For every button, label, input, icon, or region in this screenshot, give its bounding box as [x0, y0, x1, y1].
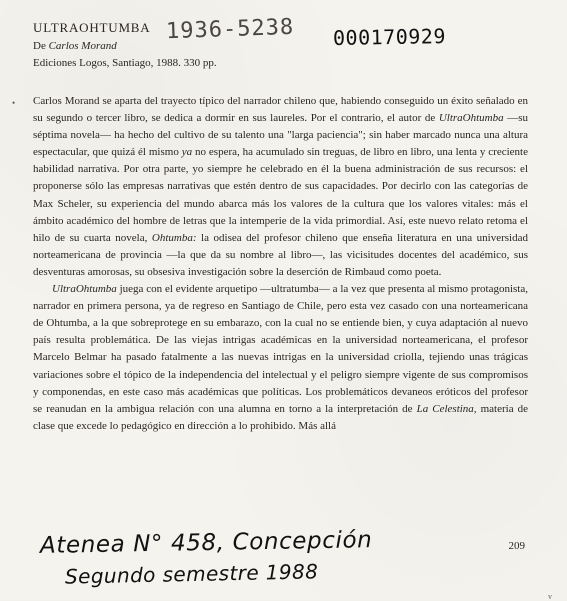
text-run: —su séptima novela— ha hecho del cultivo de su talento una "larga paciencia"; sin haber marcado nunca una altura espectacular, que quizá él mismo: [33, 112, 528, 159]
page-number: 209: [508, 540, 525, 552]
handwritten-citation-line-2: Segundo semestre 1988: [64, 559, 319, 589]
italic-run: UltraOhtumba: [52, 283, 117, 296]
handwritten-citation-line-1: Atenea N° 458, Concepción: [39, 527, 373, 559]
text-run: no espera, ha acumulado sin treguas, de libro en libro, una lenta y creciente habilidad narrativa. Por otra parte, yo siempre he celebrado en él la buena administración de sus recursos: el proponerse sólo las empresas narrativas que estén dentro de sus capacidades. Por decirlo con las categorías de Max Scheler, su experiencia del mundo abarca más los valores de la cultura que los valores vitales: más el ámbito académico del hombre de letras que la intemperie de la vida primordial. Así, este nuevo relato retoma el hilo de su cuarta novela,: [33, 146, 528, 244]
corner-mark: v: [548, 592, 552, 601]
text-run: Carlos Morand se aparta del trayecto típico del narrador chileno que, habiendo conseguido un éxito señalado en su segundo o tercer libro, se dedica a dormir en sus laureles. Por el contrario, el autor de: [33, 95, 528, 125]
text-run: juega con el evidente arquetipo —ultratumba— a la vez que presenta al mismo protagonista, narrador en primera persona, ya de regreso en Santiago de Chile, pero esta vez casado con una norteamericana de Ohtumba, a la que sobreprotege en su embarazo, con la cual no se entiende bien, y cuya adaptación al nuevo país resulta problemática. De las viejas intrigas académicas en la universidad norteamericana, el profesor Marcelo Belmar ha pasado fatalmente a las nuevas intrigas en la universidad criolla, tejiendo unas trágicas variaciones sobre el tópico de la independencia del intelectual y el peligro siempre vigente de sus compromisos y componendas, en este caso más académicas que políticas. Los problemáticos devaneos eróticos del profesor se reanudan en la ambigua relación con una alumna en torno a la interpretación de: [33, 283, 528, 415]
author-name: Carlos Morand: [48, 39, 117, 52]
text-run: materia de clase que excede lo pedagógico en dirección a lo prohibido. Más allá: [33, 402, 528, 432]
italic-run: Ohtumba:: [151, 231, 197, 244]
italic-run: ya: [181, 146, 193, 159]
author-prefix: De: [33, 39, 49, 52]
review-body: [33, 93, 528, 435]
italic-run: UltraOhtumba: [438, 112, 504, 125]
publisher-info: Ediciones Logos, Santiago, 1988. 330 pp.: [33, 56, 217, 69]
paragraph-1: [33, 93, 528, 281]
margin-mark: •: [12, 98, 16, 108]
handwritten-code-1: 1936-5238: [165, 14, 295, 45]
text-run: la odisea del profesor chileno que enseña literatura en una universidad norteamericana de provincia —la que da su nombre al libro—, las vicisitudes docentes del académico, sus desventuras amorosas, su obsesiva investigación sobre la deserción de Rimbaud como poeta.: [33, 231, 528, 278]
handwritten-code-2: 000170929: [332, 24, 447, 50]
paragraph-2: [33, 281, 528, 435]
book-title: ULTRAOHTUMBA: [33, 20, 151, 35]
italic-run: La Celestina,: [416, 402, 477, 415]
